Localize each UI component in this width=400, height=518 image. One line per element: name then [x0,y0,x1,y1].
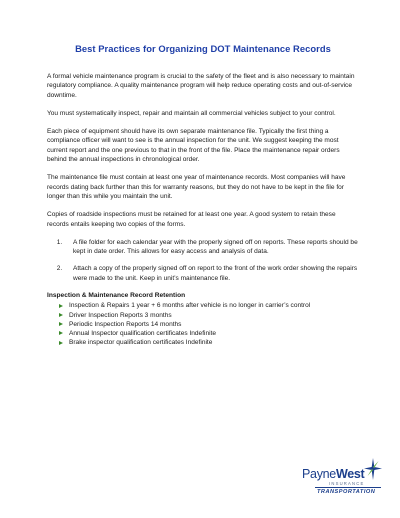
logo-subline: INSURANCE [329,481,365,486]
retention-item-text: Annual Inspector qualification certificates Indefinite [69,329,217,337]
paragraph-inspect: You must systematically inspect, repair and maintain all commercial vehicles subject to your control. [47,109,336,117]
retention-heading: Inspection & Maintenance Record Retention [47,292,186,300]
retention-list [47,301,359,347]
compass-star-icon [364,458,382,480]
paynewest-logo [302,458,382,500]
arrow-bullet-icon [59,341,63,345]
retention-item [59,329,359,338]
arrow-bullet-icon [59,313,63,317]
step-item: 1. A file folder for each calendar year with the properly signed off on reports. These reports should be kept in date order. This allows for easy access and analysis of data. [64,238,359,257]
retention-item-text: Brake inspector qualification certificates Indefinite [69,339,213,347]
retention-item [59,320,359,329]
arrow-bullet-icon [59,322,63,326]
paragraph-intro: A formal vehicle maintenance program is crucial to the safety of the fleet and is also necessary to maintain regulatory compliance. A quality maintenance program will help reduce operating costs and out-of-service downtime. [47,73,355,99]
arrow-bullet-icon [59,304,63,308]
arrow-bullet-icon [59,331,63,335]
retention-item [59,338,359,347]
retention-item [59,311,359,320]
logo-brand-part1: Payne [302,467,336,481]
logo-brand [302,467,364,481]
step-item: 2. Attach a copy of the properly signed off on report to the front of the work order showing the repairs were made to the unit. Keep in unit’s maintenance file. [64,264,359,283]
retention-item-text: Periodic Inspection Reports 14 months [69,320,182,328]
logo-brand-part2: West [335,467,365,481]
document-title: Best Practices for Organizing DOT Maintenance Records [75,43,331,54]
retention-item [59,301,359,310]
retention-steps-list [47,238,359,283]
logo-division: TRANSPORTATION [317,489,376,495]
paragraph-file-contents: The maintenance file must contain at least one year of maintenance records. Most companies will have records dating back further than this for warranty reasons, but they do not have to be kept in the file for longer than this while you maintain the unit. [47,174,346,200]
retention-item-text: Inspection & Repairs 1 year + 6 months after vehicle is no longer in carrier’s control [69,302,311,310]
retention-item-text: Driver Inspection Reports 3 months [69,311,172,319]
paragraph-roadside: Copies of roadside inspections must be retained for at least one year. A good system to retain these records entails keeping two copies of the forms. [47,211,336,228]
paragraph-equipment-file: Each piece of equipment should have its own separate maintenance file. Typically the first thing a compliance officer will want to see is the annual inspection for the unit. We suggest keeping the most current report and the one previous to that in the front of the file. Place the maintenance repair orders behind the annual inspections in chronological order. [47,128,340,164]
logo-divider [315,487,381,488]
